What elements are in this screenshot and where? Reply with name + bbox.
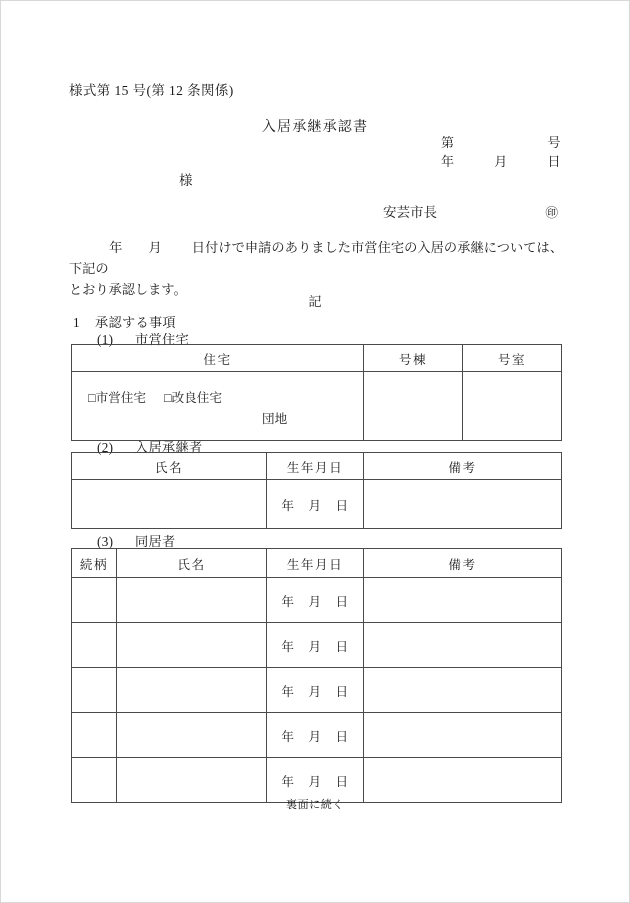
cell-birthdate[interactable] [267, 668, 364, 713]
cell-birthdate[interactable] [267, 578, 364, 623]
cell-birthdate[interactable] [267, 623, 364, 668]
issuer-name: 安芸市長 [383, 205, 437, 220]
body-date-month: 月 [148, 240, 162, 255]
table-row [72, 623, 562, 668]
birthdate-month: 月 [308, 684, 322, 699]
birthdate-year: 年 [281, 639, 295, 654]
header-housing: 住宅 [72, 345, 364, 372]
addressee-suffix: 様 [179, 173, 193, 188]
birthdate-day: 日 [335, 498, 349, 513]
birthdate-day: 日 [335, 684, 349, 699]
header-remarks: 備考 [364, 549, 562, 578]
birthdate-year: 年 [281, 684, 295, 699]
seal-icon: ㊞ [545, 206, 558, 220]
subsection-3-index: (3) [97, 534, 114, 549]
birthdate-day: 日 [335, 594, 349, 609]
subsection-2-index: (2) [97, 440, 114, 455]
birthdate-day: 日 [335, 729, 349, 744]
header-name: 氏名 [117, 549, 267, 578]
document-date-line [441, 151, 561, 170]
header-building-no: 号棟 [364, 345, 463, 372]
cell-relation[interactable] [72, 713, 117, 758]
cell-housing-type[interactable] [72, 372, 364, 441]
body-date-year: 年 [109, 240, 123, 255]
section-1-title: 承認する事項 [95, 315, 176, 330]
header-remarks: 備考 [364, 453, 562, 480]
document-date-day: 日 [547, 154, 561, 169]
document-title: 入居承継承認書 [261, 120, 369, 135]
document-number-line [441, 132, 561, 151]
housing-options [72, 388, 363, 408]
birthdate-year: 年 [281, 498, 295, 513]
document-date-year: 年 [441, 154, 455, 169]
cell-birthdate[interactable] [267, 480, 364, 529]
section-1-number: 1 [73, 315, 80, 330]
ki-marker: 記 [308, 294, 322, 309]
header-birthdate: 生年月日 [267, 549, 364, 578]
birthdate-month: 月 [308, 594, 322, 609]
cell-relation[interactable] [72, 578, 117, 623]
birthdate-month: 月 [308, 498, 322, 513]
cell-remarks[interactable] [364, 713, 562, 758]
subsection-2-title: 入居承継者 [135, 440, 203, 455]
cell-name[interactable] [117, 668, 267, 713]
header-room-no: 号室 [463, 345, 562, 372]
header-relation: 続柄 [72, 549, 117, 578]
cell-relation[interactable] [72, 668, 117, 713]
table-row [72, 578, 562, 623]
checkbox-municipal-housing[interactable]: □市営住宅 [88, 391, 146, 405]
birthdate-year: 年 [281, 594, 295, 609]
table-row [72, 372, 562, 441]
checkbox-improved-housing[interactable]: □改良住宅 [163, 391, 222, 405]
cell-building-no[interactable] [364, 372, 463, 441]
body-text-line1: 日付けで申請のありました市営住宅の入居の承継については、下記の [69, 240, 564, 276]
document-number-label: 第 [441, 135, 455, 150]
table-row-header [72, 345, 562, 372]
table-cohabitants [71, 548, 562, 803]
subsection-1-title: 市営住宅 [135, 332, 189, 347]
cell-remarks[interactable] [364, 480, 562, 529]
table-row-header [72, 549, 562, 578]
table-row [72, 668, 562, 713]
birthdate-year: 年 [281, 774, 295, 789]
cell-remarks[interactable] [364, 623, 562, 668]
cell-name[interactable] [72, 480, 267, 529]
birthdate-day: 日 [335, 774, 349, 789]
subsection-3-title: 同居者 [135, 534, 176, 549]
table-successor [71, 452, 562, 529]
birthdate-year: 年 [281, 729, 295, 744]
cell-room-no[interactable] [463, 372, 562, 441]
header-name: 氏名 [72, 453, 267, 480]
document-number-unit: 号 [547, 135, 561, 150]
cell-name[interactable] [117, 578, 267, 623]
cell-name[interactable] [117, 623, 267, 668]
table-housing [71, 344, 562, 441]
footer-note: 裏面に続く [286, 799, 344, 811]
document-date-month: 月 [494, 154, 508, 169]
issuer-row [383, 201, 558, 221]
birthdate-day: 日 [335, 639, 349, 654]
cell-name[interactable] [117, 713, 267, 758]
body-text-line2: とおり承認します。 [69, 282, 187, 297]
form-number: 様式第 15 号(第 12 条関係) [69, 83, 234, 98]
header-birthdate: 生年月日 [267, 453, 364, 480]
table-row [72, 713, 562, 758]
cell-birthdate[interactable] [267, 713, 364, 758]
cell-remarks[interactable] [364, 578, 562, 623]
birthdate-month: 月 [308, 774, 322, 789]
table-row-header [72, 453, 562, 480]
subsection-1-index: (1) [97, 332, 114, 347]
danchi-label: 団地 [262, 412, 288, 426]
birthdate-month: 月 [308, 639, 322, 654]
cell-remarks[interactable] [364, 668, 562, 713]
table-row [72, 480, 562, 529]
birthdate-month: 月 [308, 729, 322, 744]
cell-relation[interactable] [72, 623, 117, 668]
